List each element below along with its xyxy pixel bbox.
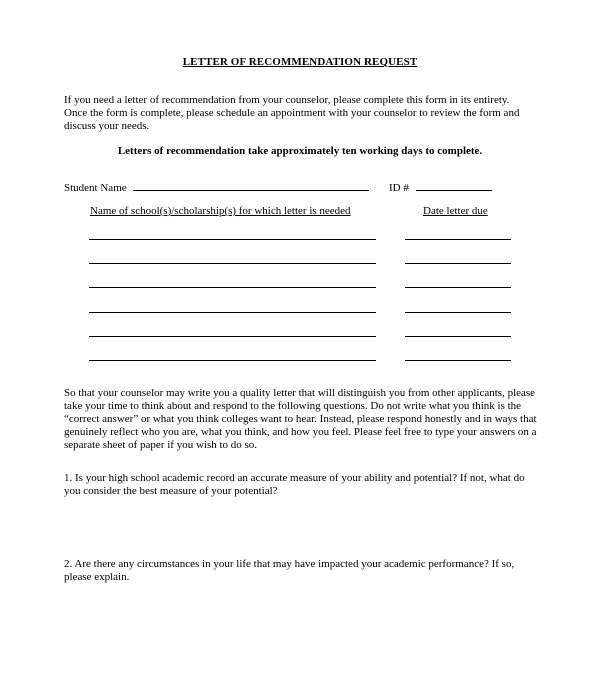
school-name-field[interactable] — [89, 263, 376, 264]
instructions-paragraph: So that your counselor may write you a quality letter that will distinguish you from other applicants, please take your time to think about and respond to the following questions. Do not write what you think is the “correct answer” or what you think colleges want to hear. Instead, please respond honestly and in ways that genuinely reflect who you are, what you think, and how you feel. Please feel free to type your answers on a separate sheet of paper if you wish to do so. — [64, 387, 537, 451]
id-label: ID # — [389, 182, 409, 194]
school-column-header: Name of school(s)/scholarship(s) for which letter is needed — [90, 205, 351, 217]
intro-paragraph: If you need a letter of recommendation from your counselor, please complete this form in its entirety. Once the form is complete, please schedule an appointment with your counselor to review the form and discuss your needs. — [64, 94, 520, 132]
date-due-field[interactable] — [405, 360, 511, 361]
school-name-field[interactable] — [89, 239, 376, 240]
date-due-field[interactable] — [405, 312, 511, 313]
id-row — [389, 180, 492, 194]
question-2: 2. Are there any circumstances in your life that may have impacted your academic performance? If so, please explain. — [64, 558, 515, 583]
question-1: 1. Is your high school academic record an accurate measure of your ability and potential? If not, what do you consider the best measure of your potential? — [64, 472, 525, 497]
date-due-field[interactable] — [405, 263, 511, 264]
school-name-field[interactable] — [89, 287, 376, 288]
school-name-field[interactable] — [89, 360, 376, 361]
date-due-field[interactable] — [405, 239, 511, 240]
processing-notice: Letters of recommendation take approximately ten working days to complete. — [117, 145, 483, 157]
date-due-field[interactable] — [405, 336, 511, 337]
student-name-field[interactable] — [133, 180, 369, 191]
school-name-field[interactable] — [89, 336, 376, 337]
id-field[interactable] — [416, 180, 492, 191]
date-due-field[interactable] — [405, 287, 511, 288]
student-name-label: Student Name — [64, 182, 127, 194]
school-name-field[interactable] — [89, 312, 376, 313]
date-column-header: Date letter due — [423, 205, 488, 217]
form-title: LETTER OF RECOMMENDATION REQUEST — [182, 56, 418, 68]
student-name-row — [64, 180, 369, 194]
